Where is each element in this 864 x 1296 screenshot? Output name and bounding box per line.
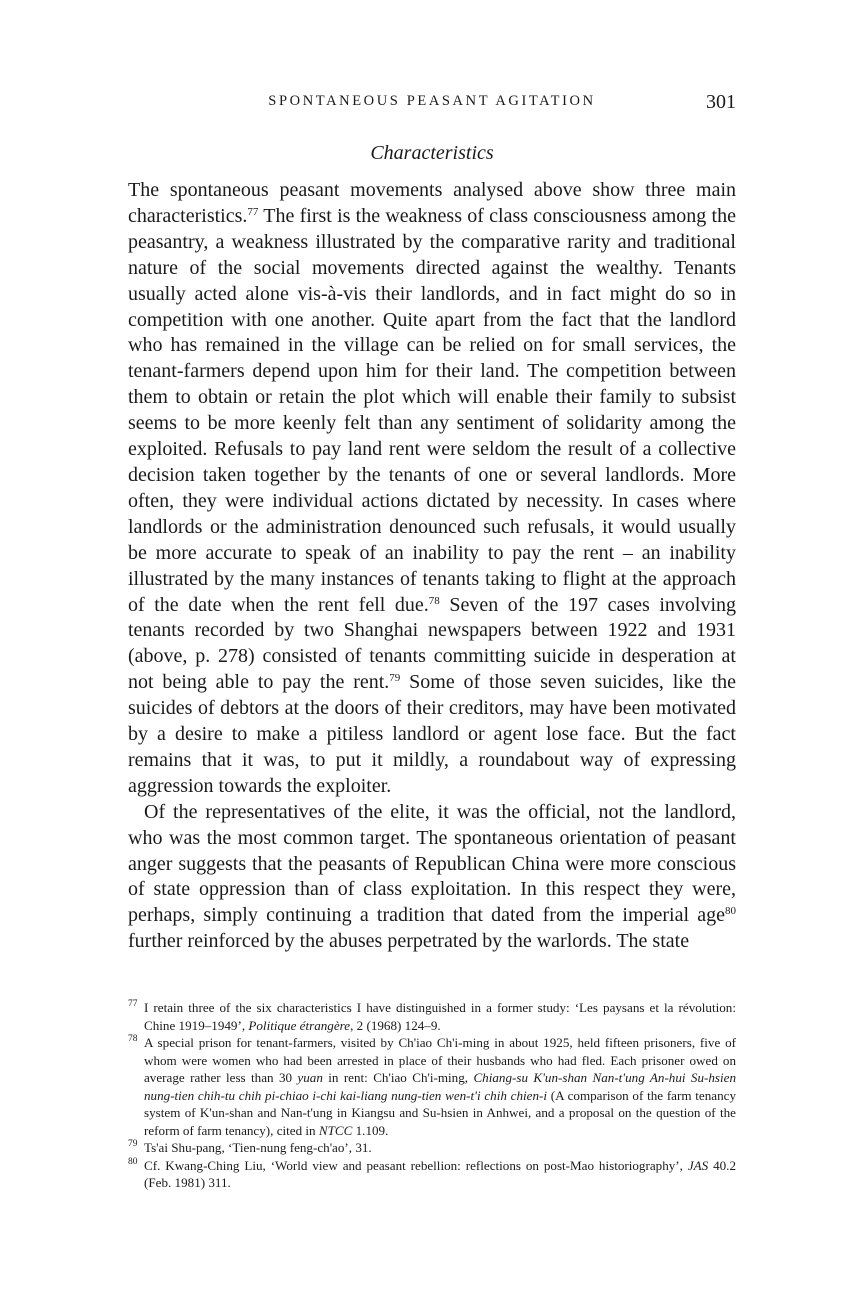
footnotes bbox=[128, 999, 736, 1192]
running-head bbox=[128, 91, 736, 115]
footnote-text bbox=[144, 1139, 736, 1157]
italic-text: JAS bbox=[687, 1157, 709, 1173]
text-run: 40.2 (Feb. 1981) 311. bbox=[144, 1157, 736, 1190]
text-run: , 2 (1968) 124–9. bbox=[350, 1017, 441, 1033]
text-run: further reinforced by the abuses perpetrated by the warlords. The state bbox=[128, 930, 690, 953]
italic-text: Politique étrangère bbox=[248, 1017, 351, 1033]
footnote-text bbox=[144, 999, 736, 1034]
footnote-text bbox=[144, 1034, 736, 1139]
text-run: Of the representatives of the elite, it was the official, not the landlord, who was the most common target. The spontaneous orientation of peasant anger suggests that the peasants of Republican China were more conscious of state oppression than of class exploitation. In this respect they were, perhaps, simply continuing a tradition that dated from the imperial age bbox=[128, 800, 736, 927]
footnote bbox=[128, 1139, 736, 1157]
italic-text: Chiang-su K'un-shan Nan-t'ung An-hui Su-hsien nung-tien chih-tu chih pi-chiao i-chi kai-liang nung-tien wen-t'i chih chien-i bbox=[144, 1070, 737, 1103]
paragraph bbox=[128, 178, 736, 800]
body-text bbox=[128, 178, 736, 955]
italic-text: yuan bbox=[297, 1070, 323, 1085]
text-run: A special prison for tenant-farmers, visited by Ch'iao Ch'i-ming in about 1925, held fifteen prisoners, five of whom were women who had been arrested in place of their husbands who had fled. Each prisoner owed on average rather less than 30 bbox=[144, 1035, 736, 1085]
section-title: Characteristics bbox=[370, 142, 494, 164]
text-run: (A comparison of the farm tenancy system of K'un-shan and Nan-t'ung in Kiangsu and Su-hsien in Anhwei, and a proposal on the question of the reform of farm tenancy), cited in bbox=[144, 1087, 736, 1138]
paragraph bbox=[128, 800, 736, 955]
text-run: Seven of the 197 cases involving tenants recorded by two Shanghai newspapers between 1922 and 1931 (above, p. 278) consisted of tenants committing suicide in desperation at not being able to pay the rent. bbox=[128, 593, 737, 694]
footnote-number: 77 bbox=[128, 999, 138, 1009]
footnote bbox=[128, 1034, 736, 1139]
footnote-number: 80 bbox=[128, 1156, 138, 1167]
text-run: The first is the weakness of class consciousness among the peasantry, a weakness illustrated by the comparative rarity and traditional nature of the social movements directed against the wealthy. Tenants usually acted alone vis-à-vis their landlords, and in fact might do so in competition with one another. Quite apart from the fact that the landlord who has remained in the village can be relied on for small services, the tenant-farmers depend upon him for their land. The competition between them to obtain or retain the plot which will enable their family to subsist seems to be more keenly felt than any sentiment of solidarity among the exploited. Refusals to pay land rent were seldom the result of a collective decision taken together by the tenants of one or several landlords. More often, they were individual actions dictated by necessity. In cases where landlords or the administration denounced such refusals, it would usually be more accurate to speak of an inability to pay the rent – an inability illustrated by the many instances of tenants taking to flight at the approach of the date when the rent fell due. bbox=[128, 204, 736, 616]
footnote bbox=[128, 1157, 736, 1192]
running-title: SPONTANEOUS PEASANT AGITATION bbox=[268, 93, 596, 109]
page-number: 301 bbox=[706, 91, 736, 113]
footnote bbox=[128, 999, 736, 1034]
footnote-number: 79 bbox=[128, 1139, 138, 1149]
footnote-ref: 80 bbox=[725, 905, 736, 918]
footnote-ref: 79 bbox=[389, 672, 401, 685]
text-run: in rent: Ch'iao Ch'i-ming, bbox=[322, 1070, 474, 1085]
text-run: Some of those seven suicides, like the suicides of debtors at the doors of their creditors, may have been motivated by a desire to make a pitiless landlord or agent lose face. But the fact remains that it was, to put it mildly, a roundabout way of expressing aggression towards the exploiter. bbox=[128, 671, 736, 797]
footnote-ref: 78 bbox=[428, 594, 440, 607]
italic-text: NTCC bbox=[318, 1122, 353, 1138]
footnote-ref: 77 bbox=[247, 205, 259, 218]
footnote-number: 78 bbox=[128, 1034, 138, 1044]
text-run: Ts'ai Shu-pang, ‘Tien-nung feng-ch'ao’, 31. bbox=[144, 1140, 372, 1155]
text-run: 1.109. bbox=[352, 1122, 389, 1138]
text-run: I retain three of the six characteristics I have distinguished in a former study: ‘Les paysans et la révolution: Chine 1919–1949’, bbox=[144, 1000, 736, 1033]
text-run: Cf. Kwang-Ching Liu, ‘World view and peasant rebellion: reflections on post-Mao historiography’, bbox=[144, 1157, 688, 1173]
text-run: The spontaneous peasant movements analysed above show three main characteristics. bbox=[128, 179, 736, 227]
footnote-text bbox=[144, 1157, 736, 1192]
